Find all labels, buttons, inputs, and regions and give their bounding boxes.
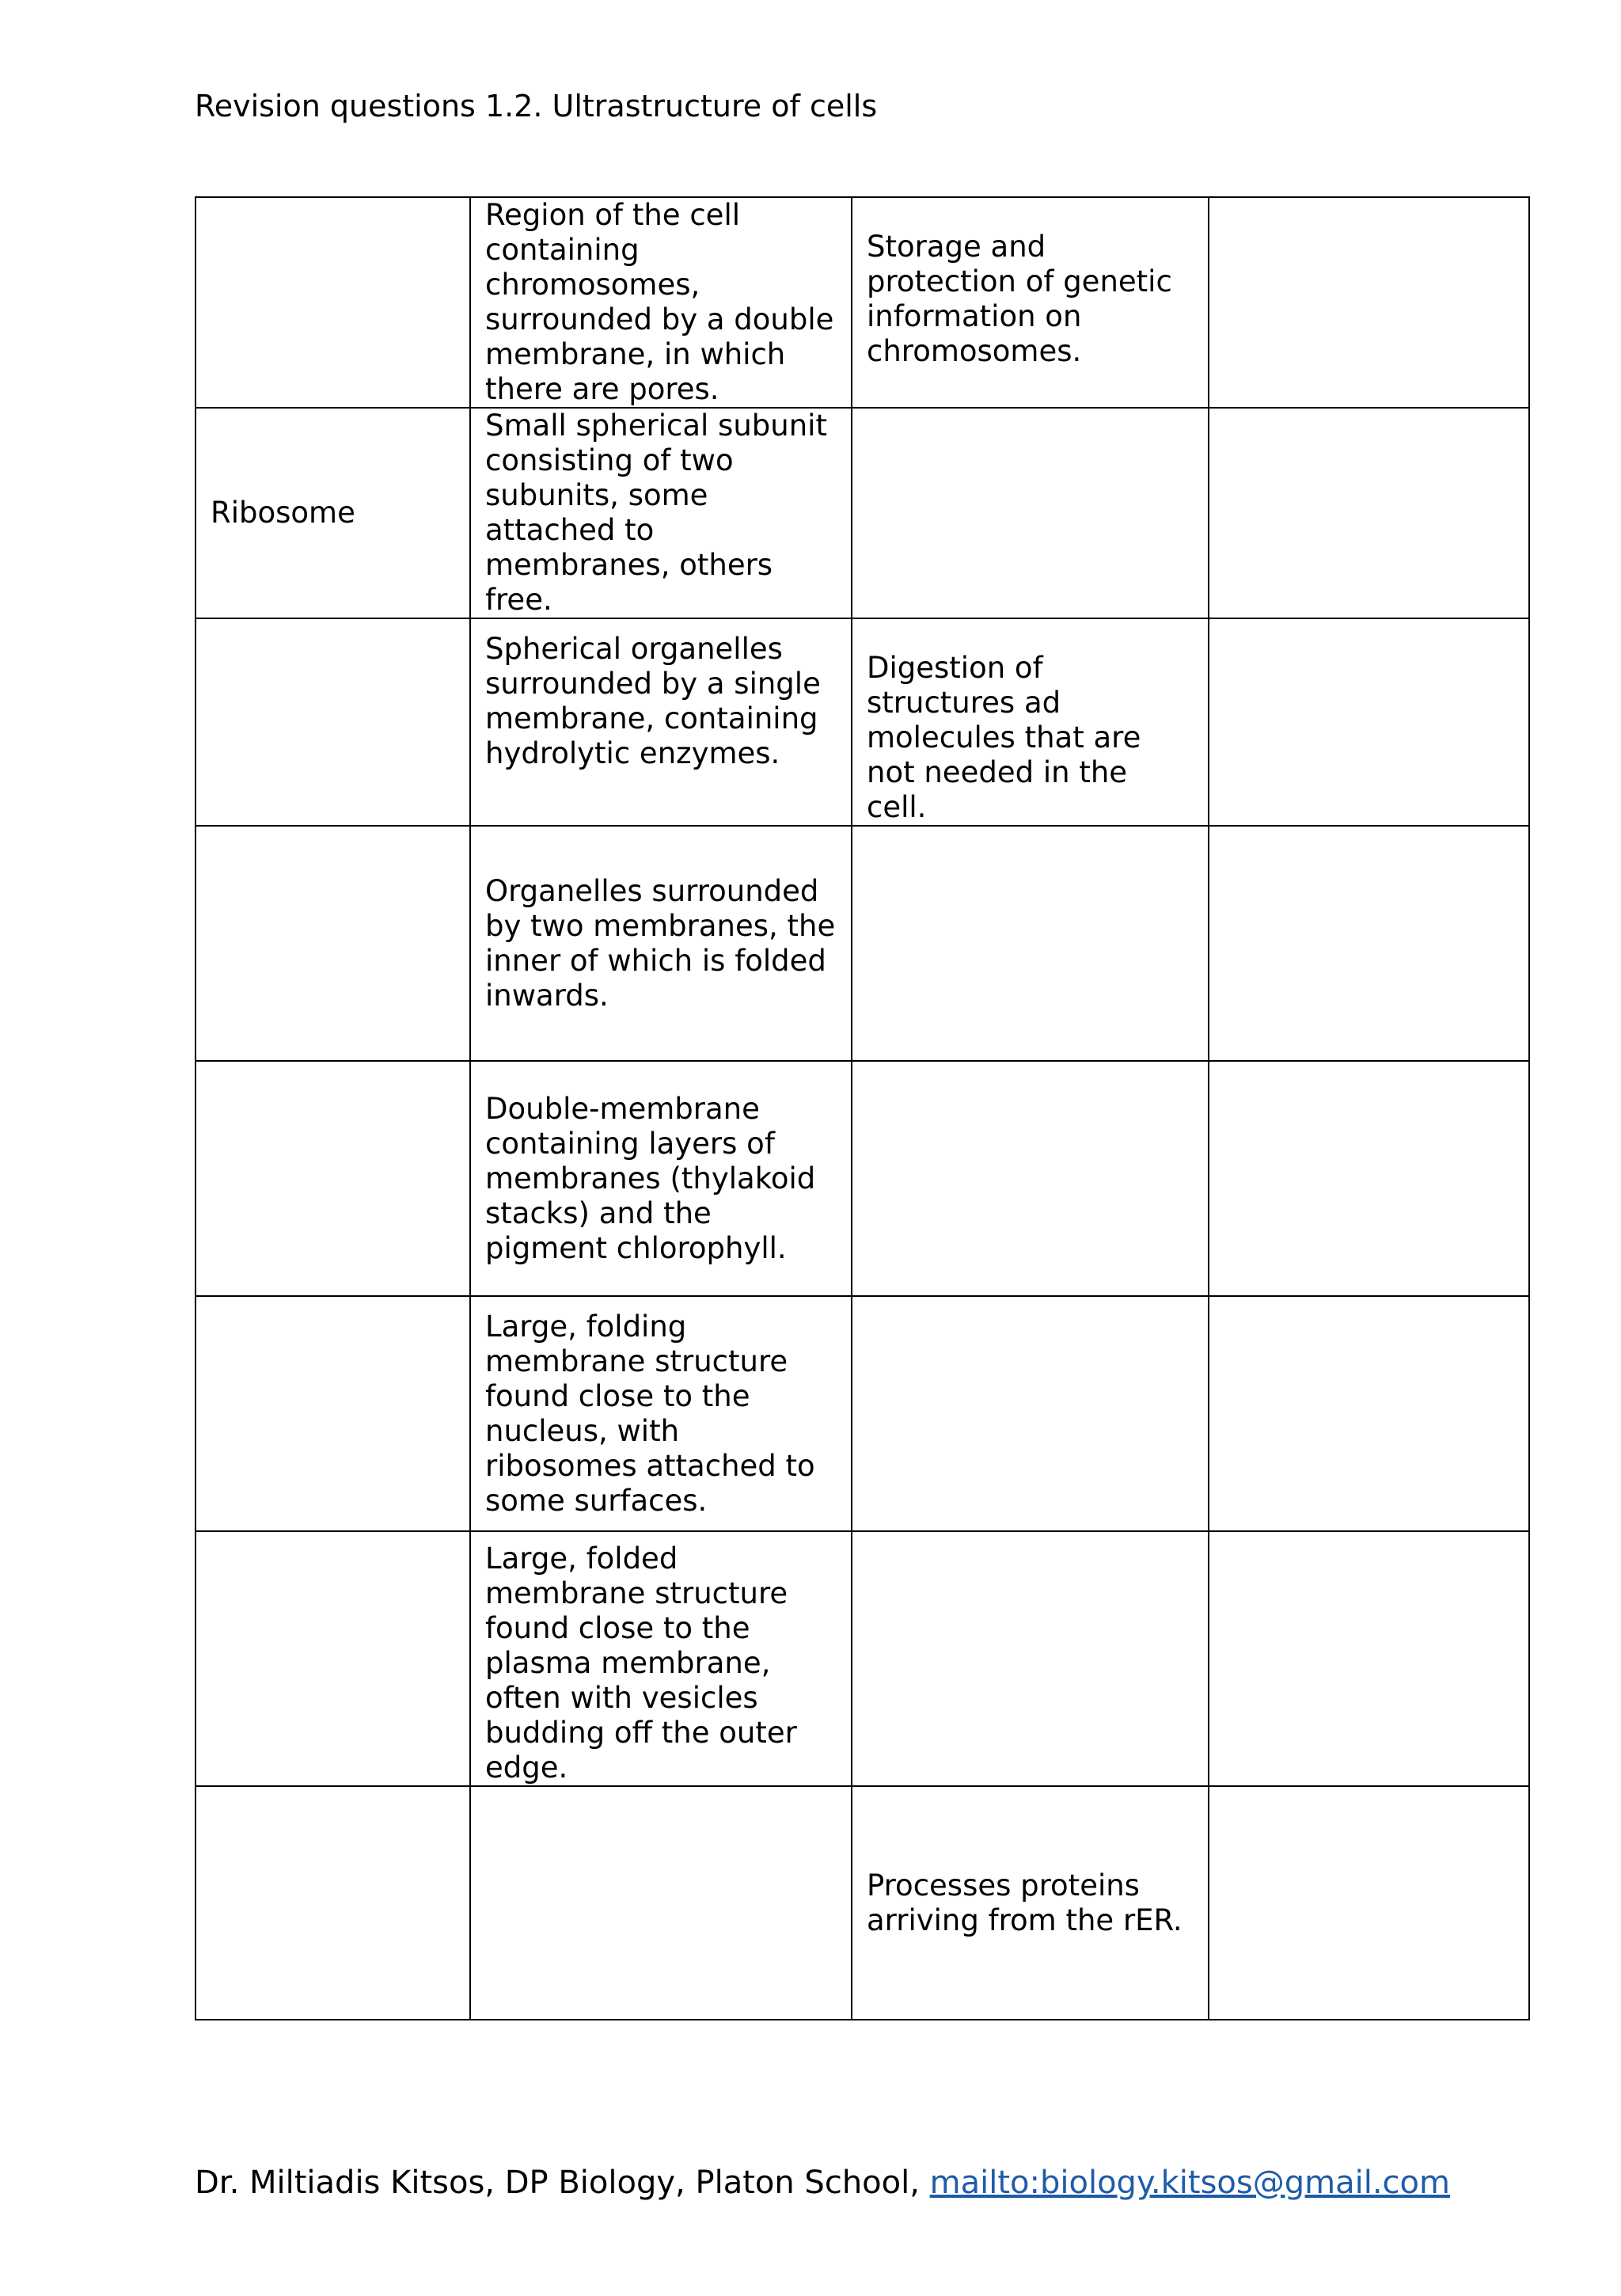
function-cell: Digestion of structures ad molecules that are not needed in the cell. (852, 618, 1209, 826)
organelle-name-cell[interactable] (196, 1061, 470, 1296)
table-row (196, 1786, 1529, 2020)
footer (195, 2163, 1450, 2203)
structure-description-cell: Double-membrane containing layers of membranes (thylakoid stacks) and the pigment chlorophyll. (470, 1061, 852, 1296)
structure-description-cell: Region of the cell containing chromosomes, surrounded by a double membrane, in which there are pores. (470, 197, 852, 408)
answer-cell[interactable] (1209, 1531, 1529, 1786)
answer-cell[interactable] (1209, 618, 1529, 826)
organelle-name-cell[interactable] (196, 618, 470, 826)
function-cell[interactable] (852, 408, 1209, 618)
answer-cell[interactable] (1209, 826, 1529, 1061)
answer-cell[interactable] (1209, 1296, 1529, 1531)
structure-description-cell: Large, folded membrane structure found close to the plasma membrane, often with vesicles budding off the outer edge. (470, 1531, 852, 1786)
structure-description-cell: Large, folding membrane structure found close to the nucleus, with ribosomes attached to some surfaces. (470, 1296, 852, 1531)
page-title: Revision questions 1.2. Ultrastructure of cells (195, 89, 878, 124)
organelle-name-cell[interactable] (196, 1786, 470, 2020)
function-cell[interactable] (852, 826, 1209, 1061)
structure-description-cell: Organelles surrounded by two membranes, the inner of which is folded inwards. (470, 826, 852, 1061)
function-cell: Processes proteins arriving from the rER. (852, 1786, 1209, 2020)
organelle-name-cell[interactable] (196, 197, 470, 408)
table-row (196, 826, 1529, 1061)
function-cell[interactable]: Storage and protection of genetic information on chromosomes. (852, 197, 1209, 408)
structure-description-cell: Spherical organelles surrounded by a single membrane, containing hydrolytic enzymes. (470, 618, 852, 826)
function-cell[interactable] (852, 1296, 1209, 1531)
table-row (196, 197, 1529, 408)
table-row (196, 1061, 1529, 1296)
table-row (196, 1296, 1529, 1531)
email-link[interactable]: mailto:biology.kitsos@gmail.com (929, 2165, 1450, 2201)
function-cell[interactable] (852, 1061, 1209, 1296)
organelle-name-cell[interactable] (196, 1296, 470, 1531)
answer-cell[interactable] (1209, 408, 1529, 618)
answer-cell[interactable] (1209, 1786, 1529, 2020)
answer-cell[interactable] (1209, 1061, 1529, 1296)
function-cell[interactable] (852, 1531, 1209, 1786)
footer-author: Dr. Miltiadis Kitsos, DP Biology, Platon School, (195, 2165, 930, 2201)
structure-description-cell[interactable] (470, 1786, 852, 2020)
organelle-table (195, 196, 1530, 2020)
table-row (196, 1531, 1529, 1786)
answer-cell[interactable] (1209, 197, 1529, 408)
table-row (196, 408, 1529, 618)
organelle-name-cell[interactable] (196, 1531, 470, 1786)
organelle-name-cell: Ribosome (196, 408, 470, 618)
structure-description-cell: Small spherical subunit consisting of two subunits, some attached to membranes, others free. (470, 408, 852, 618)
organelle-name-cell[interactable] (196, 826, 470, 1061)
table-row (196, 618, 1529, 826)
